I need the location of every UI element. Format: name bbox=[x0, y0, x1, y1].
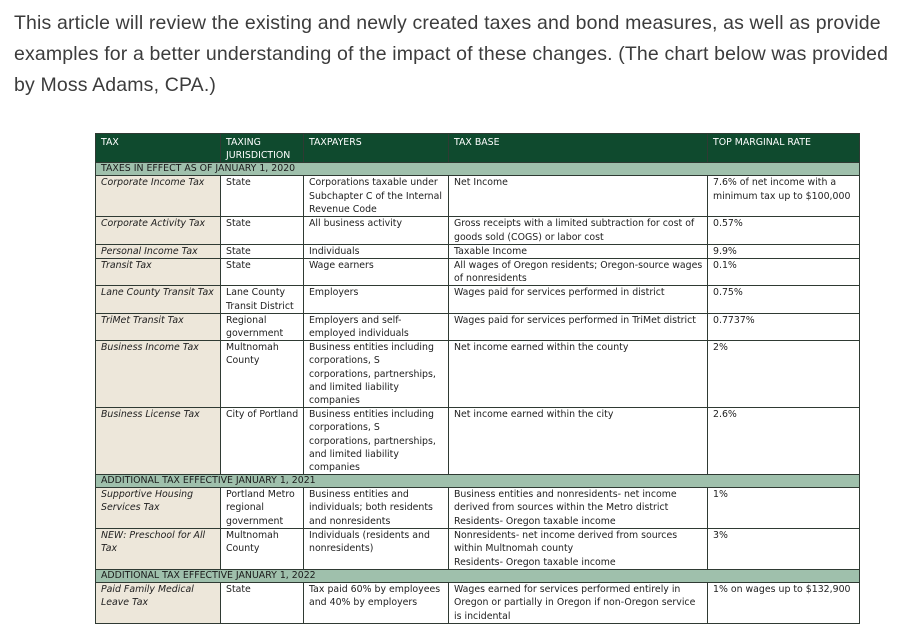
tax-base-cell: Business entities and nonresidents- net income derived from sources within the Metro district Residents- Oregon taxable income bbox=[449, 488, 708, 529]
taxpayers-cell: Individuals (residents and nonresidents) bbox=[304, 529, 449, 570]
tax-name-cell: Personal Income Tax bbox=[96, 244, 221, 258]
tax-name-cell: Supportive Housing Services Tax bbox=[96, 488, 221, 529]
jurisdiction-cell: State bbox=[221, 583, 304, 624]
rate-cell: 0.57% bbox=[708, 217, 860, 244]
jurisdiction-cell: Multnomah County bbox=[221, 529, 304, 570]
header-row bbox=[96, 134, 860, 163]
jurisdiction-cell: State bbox=[221, 259, 304, 286]
jurisdiction-cell: City of Portland bbox=[221, 408, 304, 475]
tax-base-cell: Net Income bbox=[449, 176, 708, 217]
tax-base-cell: Taxable Income bbox=[449, 244, 708, 258]
table-row bbox=[96, 313, 860, 340]
jurisdiction-cell: Multnomah County bbox=[221, 341, 304, 408]
tax-base-cell: Net income earned within the county bbox=[449, 341, 708, 408]
table-row bbox=[96, 244, 860, 258]
table-row bbox=[96, 259, 860, 286]
section-title: ADDITIONAL TAX EFFECTIVE JANUARY 1, 2021 bbox=[96, 475, 860, 488]
tax-base-cell: Wages paid for services performed in TriMet district bbox=[449, 313, 708, 340]
tax-name-cell: Transit Tax bbox=[96, 259, 221, 286]
rate-cell: 0.75% bbox=[708, 286, 860, 313]
jurisdiction-cell: Regional government bbox=[221, 313, 304, 340]
jurisdiction-cell: State bbox=[221, 176, 304, 217]
section-heading-row bbox=[96, 475, 860, 488]
table-row bbox=[96, 408, 860, 475]
tax-name-cell: NEW: Preschool for All Tax bbox=[96, 529, 221, 570]
tax-base-cell: Gross receipts with a limited subtraction for cost of goods sold (COGS) or labor cost bbox=[449, 217, 708, 244]
header-taxing-jurisdiction: TAXING JURISDICTION bbox=[221, 134, 304, 163]
header-tax-base: TAX BASE bbox=[449, 134, 708, 163]
tax-name-cell: Corporate Activity Tax bbox=[96, 217, 221, 244]
tax-name-cell: Business Income Tax bbox=[96, 341, 221, 408]
rate-cell: 2% bbox=[708, 341, 860, 408]
section-title: ADDITIONAL TAX EFFECTIVE JANUARY 1, 2022 bbox=[96, 570, 860, 583]
table-row bbox=[96, 217, 860, 244]
taxpayers-cell: Tax paid 60% by employees and 40% by employers bbox=[304, 583, 449, 624]
header-top-marginal-rate: TOP MARGINAL RATE bbox=[708, 134, 860, 163]
taxpayers-cell: Individuals bbox=[304, 244, 449, 258]
tax-name-cell: Paid Family Medical Leave Tax bbox=[96, 583, 221, 624]
tax-base-cell: Wages earned for services performed entirely in Oregon or partially in Oregon if non-Oregon service is incidental bbox=[449, 583, 708, 624]
tax-base-cell: Wages paid for services performed in district bbox=[449, 286, 708, 313]
taxpayers-cell: Business entities including corporations, S corporations, partnerships, and limited liability companies bbox=[304, 408, 449, 475]
intro-paragraph: This article will review the existing and newly created taxes and bond measures, as well as provide examples for a better understanding of the impact of these changes. (The chart below was provided by Moss Adams, CPA.) bbox=[14, 12, 889, 96]
jurisdiction-cell: Portland Metro regional government bbox=[221, 488, 304, 529]
taxpayers-cell: Wage earners bbox=[304, 259, 449, 286]
tax-name-cell: Business License Tax bbox=[96, 408, 221, 475]
taxpayers-cell: Corporations taxable under Subchapter C of the Internal Revenue Code bbox=[304, 176, 449, 217]
tax-name-cell: Lane County Transit Tax bbox=[96, 286, 221, 313]
taxpayers-cell: Business entities including corporations, S corporations, partnerships, and limited liability companies bbox=[304, 341, 449, 408]
rate-cell: 0.7737% bbox=[708, 313, 860, 340]
section-heading-row bbox=[96, 163, 860, 176]
table-row bbox=[96, 529, 860, 570]
jurisdiction-cell: State bbox=[221, 217, 304, 244]
jurisdiction-cell: State bbox=[221, 244, 304, 258]
table-row bbox=[96, 176, 860, 217]
tax-name-cell: Corporate Income Tax bbox=[96, 176, 221, 217]
tax-base-cell: Nonresidents- net income derived from sources within Multnomah county Residents- Oregon taxable income bbox=[449, 529, 708, 570]
rate-cell: 9.9% bbox=[708, 244, 860, 258]
rate-cell: 1% bbox=[708, 488, 860, 529]
table-row bbox=[96, 286, 860, 313]
jurisdiction-cell: Lane County Transit District bbox=[221, 286, 304, 313]
rate-cell: 7.6% of net income with a minimum tax up to $100,000 bbox=[708, 176, 860, 217]
table-body bbox=[96, 163, 860, 624]
taxpayers-cell: All business activity bbox=[304, 217, 449, 244]
table-row bbox=[96, 341, 860, 408]
table-row bbox=[96, 583, 860, 624]
rate-cell: 1% on wages up to $132,900 bbox=[708, 583, 860, 624]
header-tax: TAX bbox=[96, 134, 221, 163]
taxpayers-cell: Business entities and individuals; both residents and nonresidents bbox=[304, 488, 449, 529]
tax-chart-table bbox=[95, 133, 860, 624]
rate-cell: 0.1% bbox=[708, 259, 860, 286]
rate-cell: 3% bbox=[708, 529, 860, 570]
taxpayers-cell: Employers and self-employed individuals bbox=[304, 313, 449, 340]
section-heading-row bbox=[96, 570, 860, 583]
tax-base-cell: All wages of Oregon residents; Oregon-source wages of nonresidents bbox=[449, 259, 708, 286]
tax-base-cell: Net income earned within the city bbox=[449, 408, 708, 475]
taxpayers-cell: Employers bbox=[304, 286, 449, 313]
header-taxpayers: TAXPAYERS bbox=[304, 134, 449, 163]
table-header bbox=[96, 134, 860, 163]
rate-cell: 2.6% bbox=[708, 408, 860, 475]
section-title: TAXES IN EFFECT AS OF JANUARY 1, 2020 bbox=[96, 163, 860, 176]
tax-name-cell: TriMet Transit Tax bbox=[96, 313, 221, 340]
table-row bbox=[96, 488, 860, 529]
